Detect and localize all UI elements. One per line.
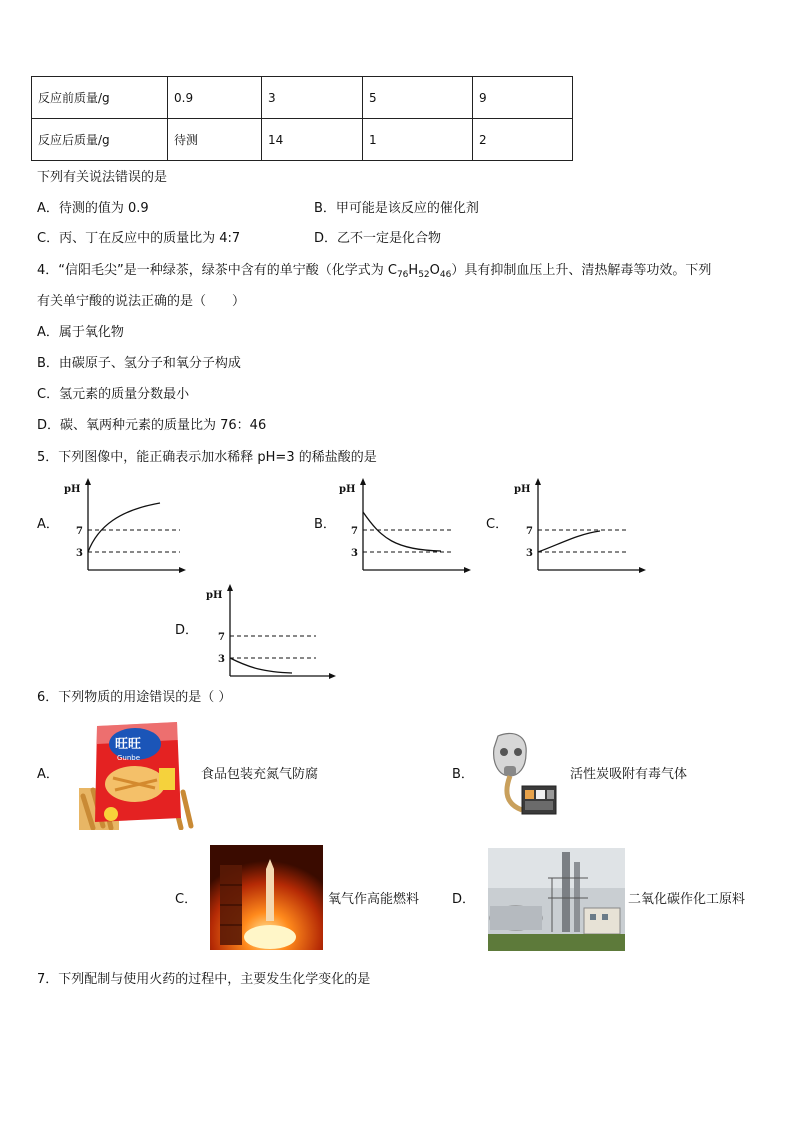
snack-bag-image [77, 718, 195, 830]
table-cell: 待测 [168, 119, 262, 161]
y-axis-arrow [85, 478, 91, 485]
q3-option-a: A．待测的值为 0.9 [37, 201, 149, 216]
q3-intro: 下列有关说法错误的是 [37, 170, 168, 185]
tick-7: 7 [218, 632, 225, 643]
ph-curve [230, 658, 292, 673]
ph-graph-d-svg [200, 582, 340, 682]
q6-option-b-text: 活性炭吸附有毒气体 [570, 767, 688, 782]
q4-stem-line1 [37, 262, 711, 284]
x-axis-arrow [329, 673, 336, 679]
q4-option-a: A．属于氧化物 [37, 325, 124, 340]
q6-option-d-label: D． [452, 892, 476, 907]
rocket-launch-image [210, 845, 323, 950]
y-axis-label: pH [339, 484, 356, 495]
ph-curve [88, 503, 160, 552]
y-axis-label: pH [206, 590, 223, 601]
tick-3: 3 [76, 548, 83, 559]
ph-curve [363, 512, 441, 551]
q6-stem: 6．下列物质的用途错误的是（ ） [37, 690, 232, 705]
table-cell: 反应前质量/g [32, 77, 168, 119]
q4-option-d: D．碳、氧两种元素的质量比为 76：46 [37, 418, 267, 433]
q5-option-a-label: A． [37, 517, 59, 532]
chemical-plant-image [488, 848, 625, 951]
table-cell: 2 [473, 119, 573, 161]
ph-graph-a-svg [58, 476, 188, 576]
table-cell: 14 [262, 119, 363, 161]
subscript: 52 [418, 270, 430, 280]
q4-stem-line2: 有关单宁酸的说法正确的是（ ） [37, 294, 246, 309]
table-cell: 3 [262, 77, 363, 119]
table-cell: 反应后质量/g [32, 119, 168, 161]
q6-option-c-text: 氧气作高能燃料 [328, 892, 420, 907]
ph-graph-c-svg [508, 476, 648, 576]
ph-graph-b-svg [333, 476, 473, 576]
q6-option-a-label: A． [37, 767, 59, 782]
bag-logo: 旺旺 [115, 737, 142, 752]
q5-stem: 5．下列图像中，能正确表示加水稀释 pH=3 的稀盐酸的是 [37, 450, 377, 465]
tick-7: 7 [76, 526, 83, 537]
y-axis-label: pH [64, 484, 81, 495]
q3-option-c: C．丙、丁在反应中的质量比为 4:7 [37, 231, 241, 246]
mass-table [31, 76, 573, 161]
q3-option-b: B．甲可能是该反应的催化剂 [314, 201, 479, 216]
table-cell: 0.9 [168, 77, 262, 119]
subscript: 46 [439, 270, 452, 280]
table-row [32, 77, 573, 119]
x-axis-arrow [179, 567, 186, 573]
q6-option-b-label: B． [452, 767, 474, 782]
ph-graph-b [333, 476, 473, 580]
tick-7: 7 [526, 526, 533, 537]
q6-option-a-text: 食品包装充氮气防腐 [201, 767, 319, 782]
y-axis-arrow [535, 478, 541, 485]
q7-stem: 7．下列配制与使用火药的过程中，主要发生化学变化的是 [37, 972, 371, 987]
tick-3: 3 [218, 654, 225, 665]
gas-mask-image [488, 730, 562, 822]
table-row [32, 119, 573, 161]
ph-curve [538, 531, 600, 552]
subscript: 76 [396, 270, 409, 280]
ph-graph-c [508, 476, 648, 580]
element-o: O [429, 263, 440, 278]
q3-option-d: D．乙不一定是化合物 [314, 231, 442, 246]
q6-option-c-label: C． [175, 892, 198, 907]
bag-logo-sub: Gunbe [117, 754, 141, 762]
table-cell: 1 [363, 119, 473, 161]
q5-option-c-label: C． [486, 517, 509, 532]
x-axis-arrow [639, 567, 646, 573]
q4-text: 4．“信阳毛尖”是一种绿茶，绿茶中含有的单宁酸（化学式为 C [37, 263, 397, 278]
q4-option-b: B．由碳原子、氢分子和氧分子构成 [37, 356, 241, 371]
x-axis-arrow [464, 567, 471, 573]
element-h: H [408, 263, 419, 278]
q5-option-d-label: D． [175, 623, 199, 638]
y-axis-arrow [360, 478, 366, 485]
ph-graph-a [58, 476, 188, 580]
tick-3: 3 [351, 548, 358, 559]
y-axis-label: pH [514, 484, 531, 495]
q5-option-b-label: B． [314, 517, 336, 532]
q4-option-c: C．氢元素的质量分数最小 [37, 387, 190, 402]
y-axis-arrow [227, 584, 233, 591]
q4-text: ）具有抑制血压上升、清热解毒等功效。下列 [451, 263, 712, 278]
tick-3: 3 [526, 548, 533, 559]
table-cell: 5 [363, 77, 473, 119]
tick-7: 7 [351, 526, 358, 537]
table-cell: 9 [473, 77, 573, 119]
ph-graph-d [200, 582, 340, 686]
q6-option-d-text: 二氧化碳作化工原料 [628, 892, 746, 907]
